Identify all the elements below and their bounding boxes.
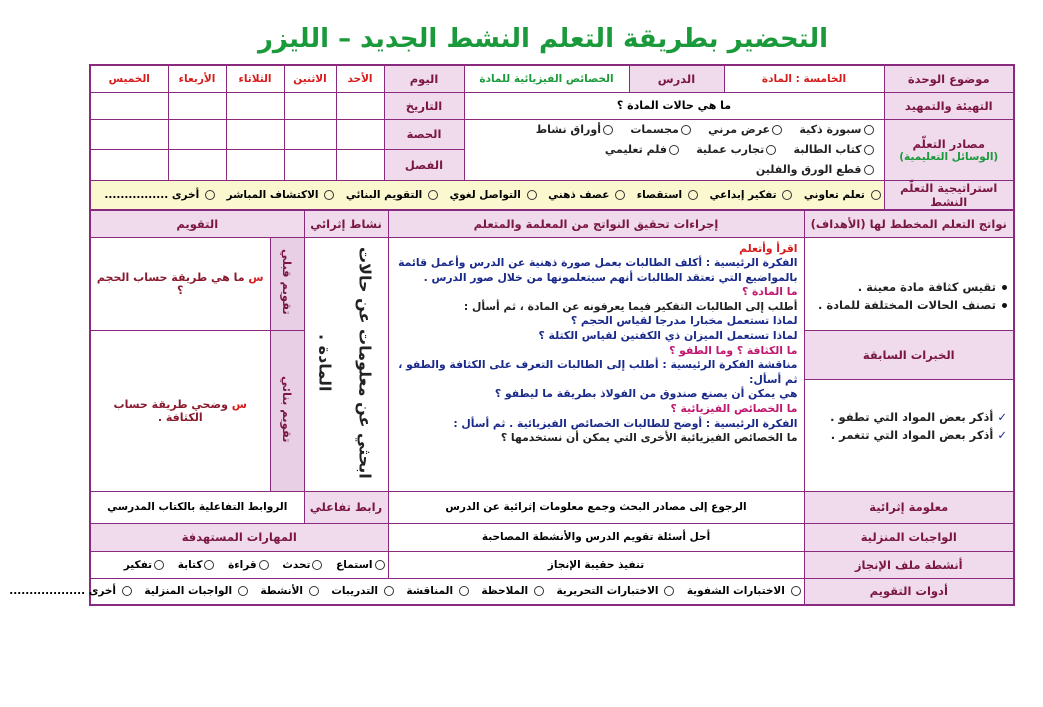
goals-header: نواتج التعلم المخطط لها (الأهداف) bbox=[804, 210, 1014, 237]
strategy-item[interactable]: الاكتشاف المباشر bbox=[227, 189, 335, 201]
tool-item[interactable]: الاختبارات الشفوية bbox=[687, 585, 801, 597]
day-wed: الأربعاء bbox=[168, 65, 226, 92]
period-cell[interactable] bbox=[284, 119, 336, 150]
header-table bbox=[89, 64, 1015, 211]
assessment-question: س ما هي طريقة حساب الحجم ؟ bbox=[90, 237, 270, 330]
check-icon: ✓ bbox=[997, 409, 1007, 424]
lesson-label: الدرس bbox=[629, 65, 724, 92]
strategy-item[interactable]: تفكير إبداعي bbox=[709, 189, 792, 201]
period-cell[interactable] bbox=[90, 119, 168, 150]
prior-knowledge-label: الخبرات السابقة bbox=[804, 330, 1014, 379]
procedure-line: الفكرة الرئيسية : أوضح للطالبات الخصائص الفيزيائية . ثم أسأل : bbox=[453, 416, 798, 430]
enrichment-body bbox=[304, 237, 388, 491]
intro-value: ما هي حالات المادة ؟ bbox=[464, 92, 884, 119]
resource-item[interactable]: قطع الورق والفلين bbox=[756, 160, 874, 180]
period-cell[interactable] bbox=[168, 119, 226, 150]
prior-item: ✓أذكر بعض المواد التي تتغمر . bbox=[830, 427, 1007, 442]
procedure-line: ما الكثافة ؟ وما الطفو ؟ bbox=[669, 343, 798, 357]
goal-item: تقيس كثافة مادة معينة . bbox=[811, 278, 1008, 296]
strategy-list bbox=[90, 180, 884, 210]
homework-value: أحل أسئلة تقويم الدرس والأنشطة المصاحبة bbox=[388, 523, 804, 551]
procedure-line: مناقشة الفكرة الرئيسية : أطلب إلى الطالبات التعرف على الكثافة والطفو ، ثم أسأل: bbox=[398, 358, 798, 386]
class-cell[interactable] bbox=[284, 150, 336, 181]
tool-item[interactable]: الاختبارات التحريرية bbox=[556, 585, 674, 597]
date-cell[interactable] bbox=[226, 92, 284, 119]
page-title: التحضير بطريقة التعلم النشط الجديد – الليزر bbox=[257, 24, 829, 54]
period-cell[interactable] bbox=[336, 119, 384, 150]
tools-label: أدوات التقويم bbox=[804, 578, 1014, 605]
procedure-line: ما المادة ؟ bbox=[742, 285, 798, 299]
resources-list bbox=[464, 119, 884, 180]
strategy-item[interactable]: استقصاء bbox=[637, 189, 698, 201]
resource-item[interactable]: مجسمات bbox=[630, 120, 691, 140]
link-value[interactable]: الروابط التفاعلية بالكتاب المدرسي bbox=[90, 491, 304, 523]
procedures-body bbox=[388, 237, 804, 491]
tool-item[interactable]: أخرى ................... bbox=[9, 585, 131, 597]
skill-item[interactable]: قراءة bbox=[228, 559, 269, 571]
info-label: معلومة إثرائية bbox=[804, 491, 1014, 523]
day-label: اليوم bbox=[384, 65, 464, 92]
info-value: الرجوع إلى مصادر البحث وجمع معلومات إثرائية عن الدرس bbox=[388, 491, 804, 523]
day-thu: الخميس bbox=[90, 65, 168, 92]
strategy-item[interactable]: تعلم تعاوني bbox=[804, 189, 881, 201]
resource-item[interactable]: أوراق نشاط bbox=[536, 120, 613, 140]
procedure-line: هي يمكن أن يصنع صندوق من الفولاذ بطريقة ما ليطفو ؟ bbox=[494, 387, 798, 401]
day-sun: الأحد bbox=[336, 65, 384, 92]
resource-item[interactable]: كتاب الطالبة bbox=[794, 140, 874, 160]
skill-item[interactable]: كتابة bbox=[178, 559, 215, 571]
period-cell[interactable] bbox=[226, 119, 284, 150]
day-mon: الاثنين bbox=[284, 65, 336, 92]
class-cell[interactable] bbox=[168, 150, 226, 181]
lesson-table bbox=[9, 209, 1015, 606]
assessment-type: تقويم قبلي bbox=[270, 237, 304, 330]
class-cell[interactable] bbox=[226, 150, 284, 181]
class-cell[interactable] bbox=[90, 150, 168, 181]
goal-item: تصنف الحالات المختلفة للمادة . bbox=[811, 296, 1008, 314]
strategy-item[interactable]: عصف ذهني bbox=[548, 189, 625, 201]
lesson-value: الخصائص الفيزيائية للمادة bbox=[464, 65, 629, 92]
resources-subtitle: (الوسائل التعليمية) bbox=[899, 150, 999, 163]
check-icon: ✓ bbox=[997, 427, 1007, 442]
strategy-item[interactable]: التواصل لغوي bbox=[450, 189, 537, 201]
tool-item[interactable]: الأنشطة bbox=[260, 585, 318, 597]
skill-item[interactable]: استماع bbox=[336, 559, 384, 571]
date-cell[interactable] bbox=[168, 92, 226, 119]
strategy-item[interactable]: التقويم البنائي bbox=[346, 189, 438, 201]
assessment-type: تقويم بنائي bbox=[270, 330, 304, 491]
procedure-line: ما الخصائص الفيزيائية الأخرى التي يمكن أن نستخدمها ؟ bbox=[500, 431, 798, 445]
date-cell[interactable] bbox=[284, 92, 336, 119]
resource-item[interactable]: عرض مرني bbox=[708, 120, 782, 140]
date-cell[interactable] bbox=[90, 92, 168, 119]
date-cell[interactable] bbox=[336, 92, 384, 119]
tool-item[interactable]: المناقشة bbox=[406, 585, 468, 597]
resource-item[interactable]: تجارب عملية bbox=[696, 140, 776, 160]
intro-label: التهيئة والتمهيد bbox=[884, 92, 1014, 119]
class-label: الفصل bbox=[384, 150, 464, 181]
procedure-line: لماذا تستعمل مخبارا مدرجا لقياس الحجم ؟ bbox=[570, 314, 798, 328]
procedure-line: لماذا تستعمل الميزان ذي الكفتين لقياس الكتلة ؟ bbox=[538, 329, 798, 343]
resources-label bbox=[884, 119, 1014, 180]
tool-item[interactable]: الملاحظة bbox=[481, 585, 543, 597]
homework-label: الواجبات المنزلية bbox=[804, 523, 1014, 551]
day-tue: الثلاثاء bbox=[226, 65, 284, 92]
tool-item[interactable]: الواجبات المنزلية bbox=[144, 585, 247, 597]
procedures-header: إجراءات تحقيق النواتج من المعلمة والمتعلم bbox=[388, 210, 804, 237]
tools-list bbox=[9, 578, 804, 605]
portfolio-label: أنشطة ملف الإنجاز bbox=[804, 551, 1014, 578]
period-label: الحصة bbox=[384, 119, 464, 150]
resource-item[interactable]: فلم تعليمي bbox=[605, 140, 679, 160]
unit-value: الخامسة : المادة bbox=[724, 65, 884, 92]
link-label: رابط تفاعلي bbox=[304, 491, 388, 523]
date-label: التاريخ bbox=[384, 92, 464, 119]
prior-knowledge-list bbox=[804, 379, 1014, 491]
class-cell[interactable] bbox=[336, 150, 384, 181]
enrichment-header: نشاط إثرائي bbox=[304, 210, 388, 237]
unit-label: موضوع الوحدة bbox=[884, 65, 1014, 92]
skills-list bbox=[90, 551, 388, 578]
enrichment-text: ابحثي عن معلومات عن حالات المادة . bbox=[315, 246, 375, 479]
resource-item[interactable]: سبورة ذكية bbox=[799, 120, 873, 140]
strategy-label: استراتيجية التعلّم النشط bbox=[884, 180, 1014, 210]
skill-item[interactable]: تحدث bbox=[282, 559, 322, 571]
assessment-question: س وضحي طريقة حساب الكثافة . bbox=[90, 330, 270, 491]
skill-item[interactable]: تفكير bbox=[124, 559, 164, 571]
resources-title: مصادر التعلّم bbox=[912, 136, 985, 151]
procedure-line: اقرأ وأتعلم bbox=[739, 241, 798, 255]
strategy-item[interactable]: أخرى ................ bbox=[104, 189, 214, 201]
procedure-line: ما الخصائص الفيزيائية ؟ bbox=[670, 402, 798, 416]
goals-list bbox=[804, 237, 1014, 330]
prior-item: ✓أذكر بعض المواد التي تطفو . bbox=[830, 409, 1007, 424]
skills-label: المهارات المستهدفة bbox=[90, 523, 388, 551]
procedure-line: أطلب إلى الطالبات التفكير فيما يعرفونه عن المادة ، ثم أسأل : bbox=[463, 299, 798, 313]
portfolio-value: تنفيذ حقيبة الإنجاز bbox=[388, 551, 804, 578]
tool-item[interactable]: التدريبات bbox=[331, 585, 393, 597]
assessment-header: التقويم bbox=[90, 210, 304, 237]
procedure-line: الفكرة الرئيسية : أكلف الطالبات بعمل صورة ذهنية عن الدرس وأعمل قائمة بالمواضيع التي تعتقد الطالبات أنهم سيتعلمونها من خلال صور الدرس . bbox=[398, 256, 798, 284]
